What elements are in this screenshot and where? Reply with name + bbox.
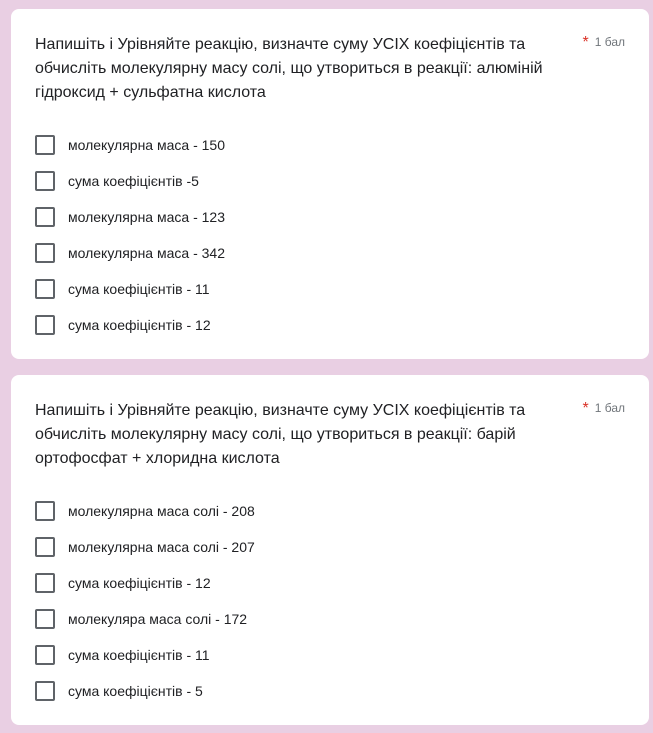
option-row[interactable]: [35, 493, 625, 529]
checkbox[interactable]: [35, 645, 55, 665]
checkbox[interactable]: [35, 609, 55, 629]
checkbox[interactable]: [35, 315, 55, 335]
checkbox[interactable]: [35, 207, 55, 227]
option-label[interactable]: сума коефіцієнтів - 11: [68, 281, 210, 297]
option-label[interactable]: молекулярна маса - 342: [68, 245, 225, 261]
question-card-1: [11, 9, 649, 359]
option-row[interactable]: [35, 529, 625, 565]
checkbox[interactable]: [35, 501, 55, 521]
option-label[interactable]: молекулярна маса - 123: [68, 209, 225, 225]
option-label[interactable]: сума коефіцієнтів - 11: [68, 647, 210, 663]
option-label[interactable]: сума коефіцієнтів - 5: [68, 683, 203, 699]
option-row[interactable]: [35, 307, 625, 343]
option-label[interactable]: молекулярна маса солі - 207: [68, 539, 255, 555]
option-label[interactable]: молекулярна маса - 150: [68, 137, 225, 153]
option-label[interactable]: сума коефіцієнтів - 12: [68, 317, 211, 333]
required-asterisk: *: [582, 34, 589, 51]
option-row[interactable]: [35, 127, 625, 163]
option-label[interactable]: сума коефіцієнтів -5: [68, 173, 199, 189]
question-text: Напишіть і Урівняйте реакцію, визначте суму УСІХ коефіцієнтів та обчисліть молекулярну масу солі, що утвориться в реакції: алюміній гідроксид + сульфатна кислота: [35, 36, 543, 101]
checkbox[interactable]: [35, 243, 55, 263]
option-row[interactable]: [35, 163, 625, 199]
checkbox[interactable]: [35, 171, 55, 191]
checkbox[interactable]: [35, 681, 55, 701]
option-label[interactable]: молекуляра маса солі - 172: [68, 611, 248, 627]
options-list: [35, 127, 625, 343]
checkbox[interactable]: [35, 135, 55, 155]
question-meta: [582, 399, 625, 417]
option-label[interactable]: сума коефіцієнтів - 12: [68, 575, 211, 591]
question-header: [35, 399, 625, 471]
question-text: Напишіть і Урівняйте реакцію, визначте суму УСІХ коефіцієнтів та обчисліть молекулярну масу солі, що утвориться в реакції: барій ортофосфат + хлоридна кислота: [35, 402, 526, 467]
option-row[interactable]: [35, 199, 625, 235]
points-label: 1 бал: [594, 35, 625, 49]
required-asterisk: *: [582, 400, 589, 417]
question-header: [35, 33, 625, 105]
option-row[interactable]: [35, 271, 625, 307]
question-meta: [582, 33, 625, 51]
points-label: 1 бал: [594, 401, 625, 415]
option-label[interactable]: молекулярна маса солі - 208: [68, 503, 255, 519]
checkbox[interactable]: [35, 537, 55, 557]
option-row[interactable]: [35, 235, 625, 271]
checkbox[interactable]: [35, 573, 55, 593]
option-row[interactable]: [35, 673, 625, 709]
options-list: [35, 493, 625, 709]
checkbox[interactable]: [35, 279, 55, 299]
option-row[interactable]: [35, 637, 625, 673]
option-row[interactable]: [35, 601, 625, 637]
question-card-2: [11, 375, 649, 725]
option-row[interactable]: [35, 565, 625, 601]
